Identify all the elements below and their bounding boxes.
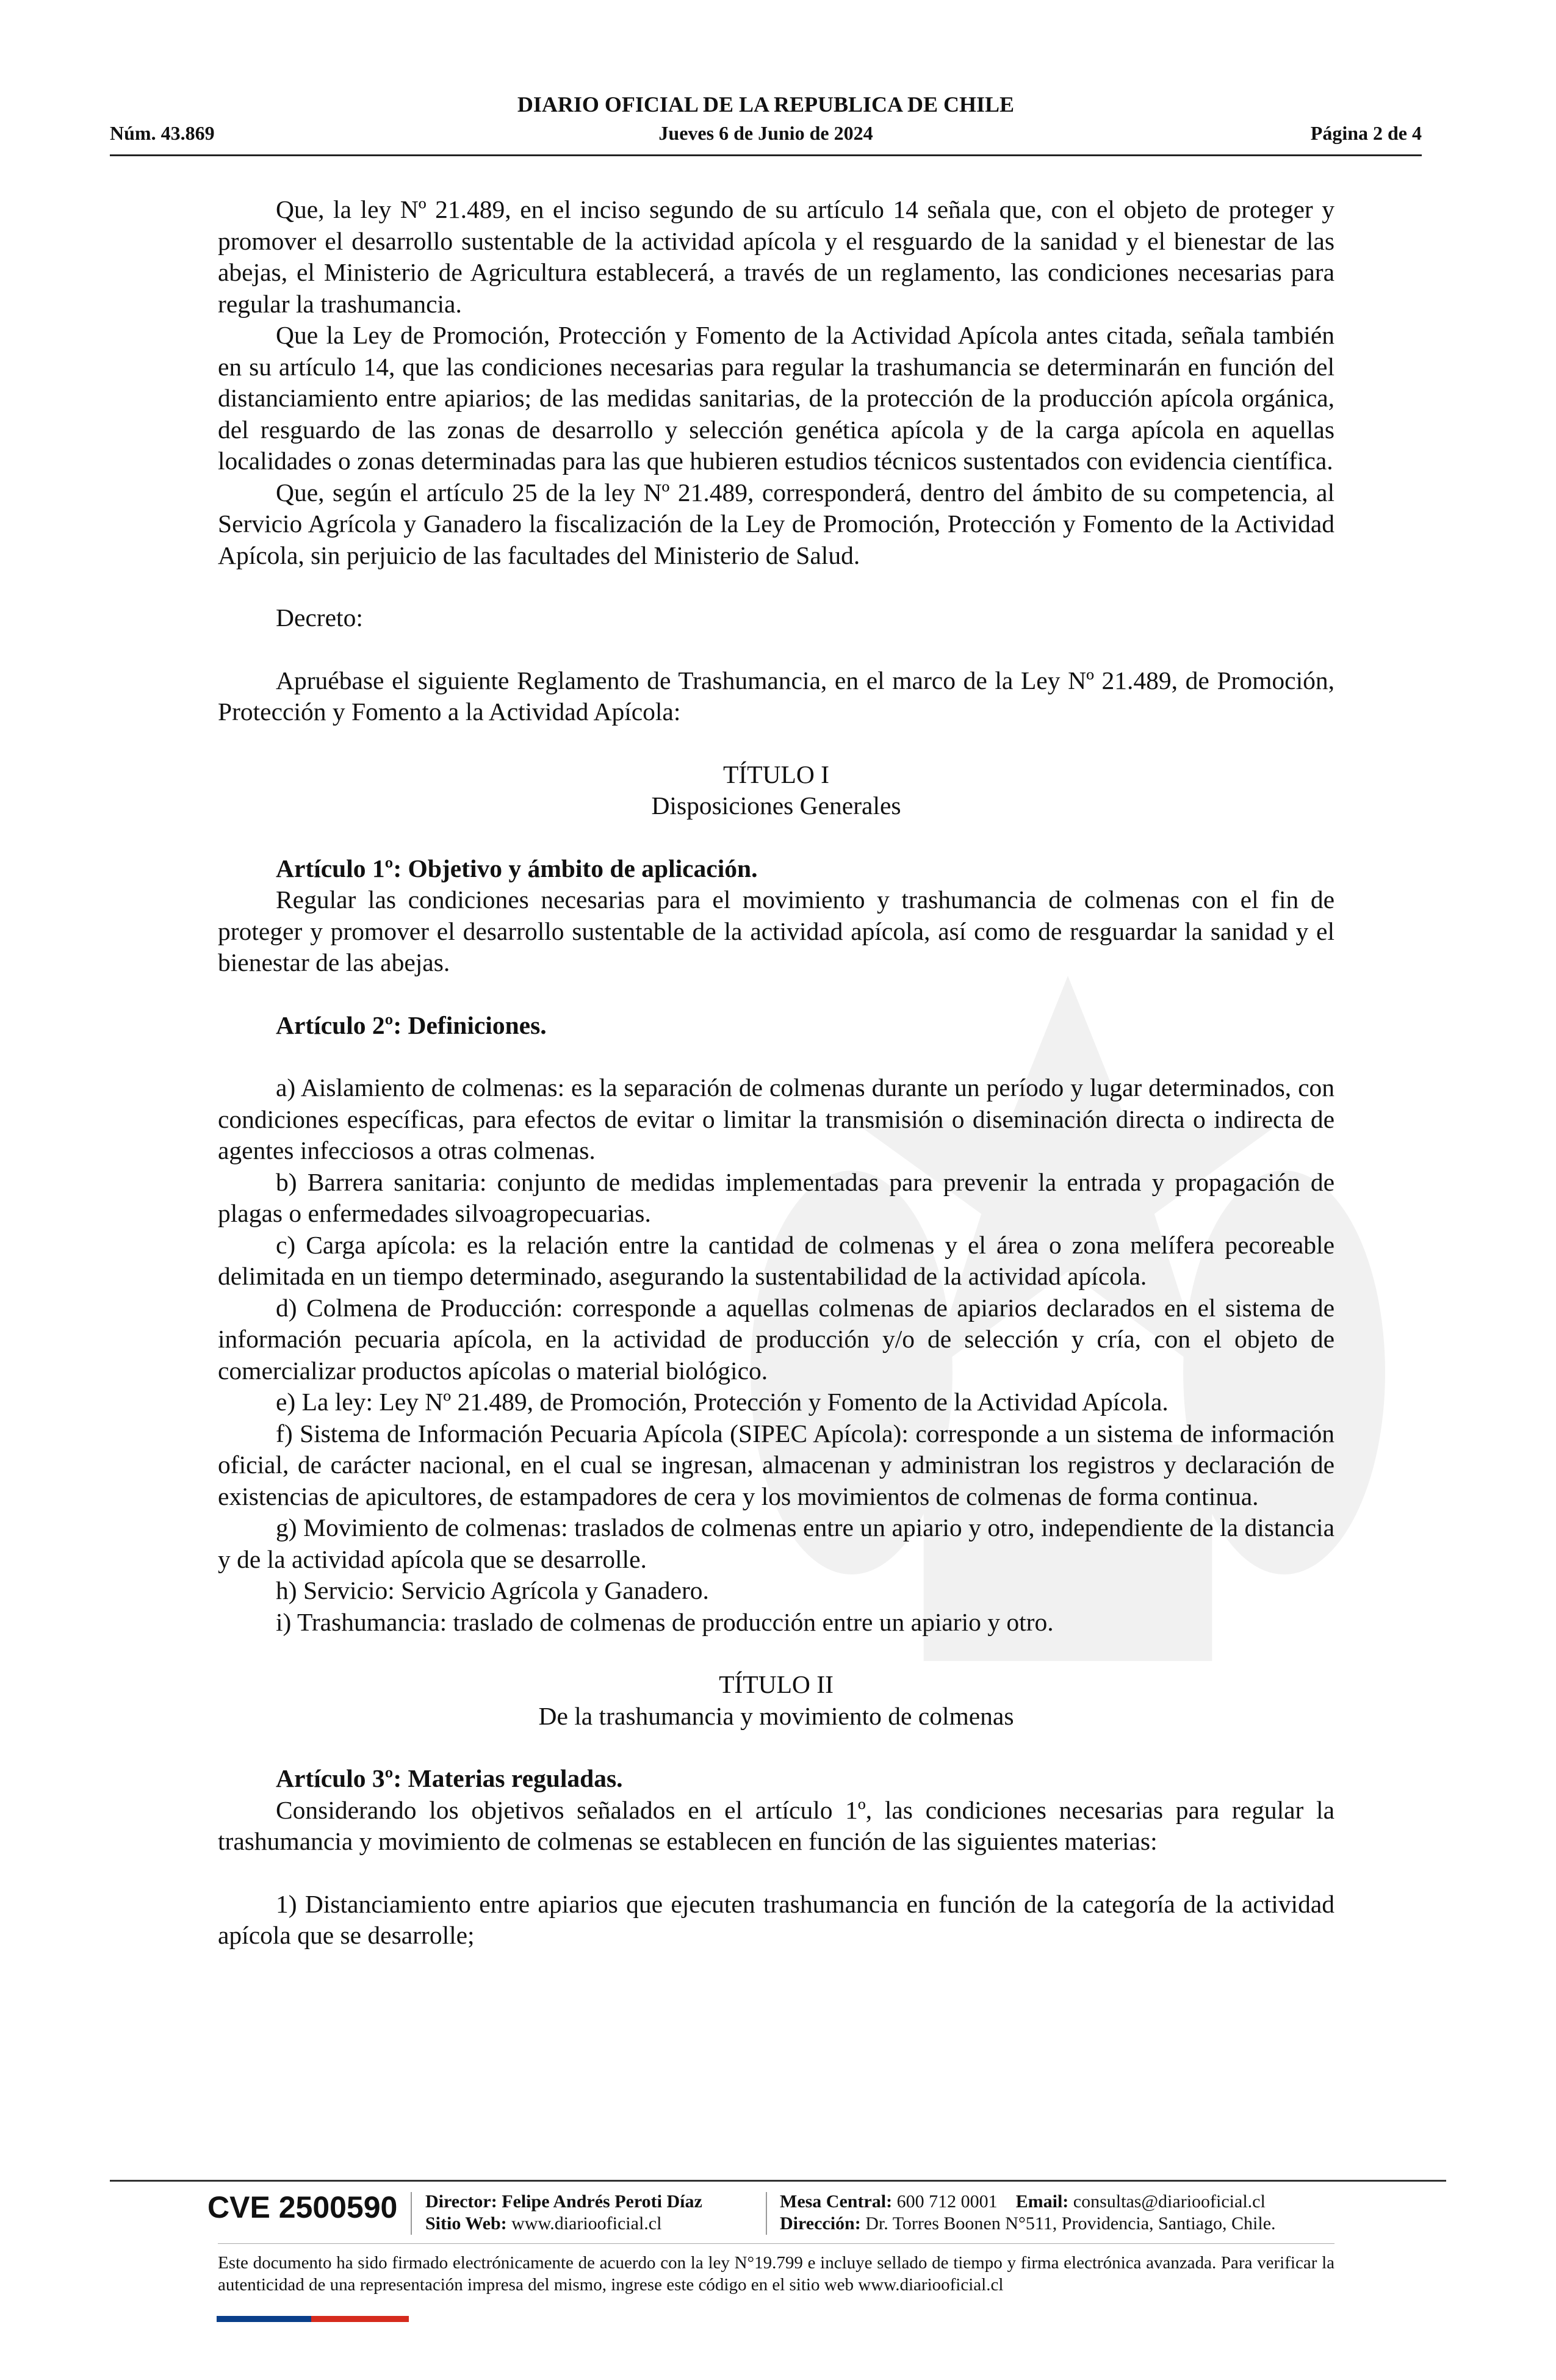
definition-item: e) La ley: Ley Nº 21.489, de Promoción, Protección y Fomento de la Actividad Apícola. (276, 1388, 1169, 1416)
titulo-heading: TÍTULO I (722, 760, 829, 788)
footer-separator (766, 2192, 767, 2235)
director-label: Director: (425, 2191, 497, 2212)
article-heading: Artículo 1º: Objetivo y ámbito de aplicación. (276, 854, 758, 882)
publication-title: DIARIO OFICIAL DE LA REPUBLICA DE CHILE (517, 92, 1015, 117)
web-label: Sitio Web: (425, 2213, 507, 2234)
web-link[interactable]: www.diariooficial.cl (511, 2213, 662, 2234)
document-body (218, 194, 1334, 1952)
signature-disclaimer: Este documento ha sido firmado electrónicamente de acuerdo con la ley N°19.799 e incluye sellado de tiempo y firma electrónica avanzada. Para verificar la autenticidad de una representación impresa del mismo, ingrese este código en el sitio web www.diariooficial.cl (218, 2253, 1334, 2295)
email-link[interactable]: consultas@diariooficial.cl (1073, 2191, 1266, 2212)
footer-contact-block (780, 2191, 1276, 2235)
approval-paragraph: Apruébase el siguiente Reglamento de Trashumancia, en el marco de la Ley Nº 21.489, de Promoción, Protección y Fomento a la Actividad Apícola: (218, 666, 1334, 726)
direccion-value: Dr. Torres Boonen N°511, Providencia, Santiago, Chile. (865, 2213, 1276, 2234)
footer-divider (110, 2180, 1446, 2182)
definition-item: i) Trashumancia: traslado de colmenas de producción entre un apiario y otro. (276, 1607, 1054, 1636)
definition-item: b) Barrera sanitaria: conjunto de medidas implementadas para prevenir la entrada y propagación de plagas o enfermedades silvoagropecuarias. (218, 1167, 1334, 1227)
direccion-label: Dirección: (780, 2213, 861, 2234)
email-label: Email: (1015, 2191, 1069, 2212)
mesa-phone: 600 712 0001 (896, 2191, 998, 2212)
issue-date: Jueves 6 de Junio de 2024 (658, 122, 873, 144)
issue-number: Núm. 43.869 (110, 122, 215, 144)
article-text: Considerando los objetivos señalados en el artículo 1º, las condiciones necesarias para regular la trashumancia y movimiento de colmenas se establecen en función de las siguientes materias: (218, 1795, 1334, 1855)
definition-item: c) Carga apícola: es la relación entre la cantidad de colmenas y el área o zona melífera pecoreable delimitada en un tiempo determinado, asegurando la sustentabilidad de la actividad apícola. (218, 1230, 1334, 1290)
footer-divider (218, 2243, 1334, 2244)
titulo-subheading: De la trashumancia y movimiento de colmenas (538, 1701, 1014, 1730)
flag-stripe-blue (217, 2316, 311, 2322)
footer-director-block (425, 2191, 702, 2235)
page-header (110, 92, 1422, 159)
considerando-paragraph: Que, según el artículo 25 de la ley Nº 21.489, corresponderá, dentro del ámbito de su competencia, al Servicio Agrícola y Ganadero la fiscalización de la Ley de Promoción, Protección y Fomento de la Actividad Apícola, sin perjuicio de las facultades del Ministerio de Salud. (218, 478, 1334, 569)
considerando-paragraph: Que la Ley de Promoción, Protección y Fomento de la Actividad Apícola antes citada, señala también en su artículo 14, que las condiciones necesarias para regular la trashumancia se determinarán en función del distanciamiento entre apiarios; de las medidas sanitarias, de la protección de la producción apícola orgánica, del resguardo de las zonas de desarrollo y selección genética apícola y de la carga apícola en aquellas localidades o zonas determinadas para las que hubieren estudios técnicos sustentados con evidencia científica. (218, 321, 1334, 475)
article-heading: Artículo 3º: Materias reguladas. (276, 1764, 623, 1792)
director-name: Felipe Andrés Peroti Díaz (502, 2191, 702, 2212)
definition-item: f) Sistema de Información Pecuaria Apícola (SIPEC Apícola): corresponde a un sistema de información oficial, de carácter nacional, en el cual se ingresan, almacenan y administran los registros y declaración de existencias de apicultores, de estampadores de cera y los movimientos de colmenas de forma continua. (218, 1419, 1334, 1510)
definition-item: g) Movimiento de colmenas: traslados de colmenas entre un apiario y otro, independiente de la distancia y de la actividad apícola que se desarrolle. (218, 1513, 1334, 1573)
decreto-label: Decreto: (276, 604, 363, 632)
page-indicator: Página 2 de 4 (1310, 122, 1422, 144)
mesa-label: Mesa Central: (780, 2191, 893, 2212)
list-item: 1) Distanciamiento entre apiarios que ejecuten trashumancia en función de la categoría de la actividad apícola que se desarrolle; (218, 1889, 1334, 1949)
definition-item: d) Colmena de Producción: corresponde a aquellas colmenas de apiarios declarados en el sistema de información pecuaria apícola, en la actividad de producción y/o de selección y cría, con el objeto de comercializar productos apícolas o material biológico. (218, 1293, 1334, 1385)
header-divider (110, 154, 1422, 156)
cve-code: CVE 2500590 (207, 2190, 398, 2224)
article-heading: Artículo 2º: Definiciones. (276, 1011, 547, 1039)
considerando-paragraph: Que, la ley Nº 21.489, en el inciso segundo de su artículo 14 señala que, con el objeto de proteger y promover el desarrollo sustentable de la actividad apícola y el resguardo de la sanidad y el bienestar de las abejas, el Ministerio de Agricultura establecerá, a través de un reglamento, las condiciones necesarias para regular la trashumancia. (218, 195, 1334, 318)
flag-stripe-red (311, 2316, 409, 2322)
titulo-subheading: Disposiciones Generales (651, 792, 901, 820)
definition-item: h) Servicio: Servicio Agrícola y Ganadero. (276, 1576, 709, 1604)
titulo-heading: TÍTULO II (719, 1670, 834, 1698)
footer-separator (411, 2192, 412, 2235)
article-text: Regular las condiciones necesarias para el movimiento y trashumancia de colmenas con el fin de proteger y promover el desarrollo sustentable de la actividad apícola, así como de resguardar la sanidad y el bienestar de las abejas. (218, 885, 1334, 976)
definition-item: a) Aislamiento de colmenas: es la separación de colmenas durante un período y lugar determinados, con condiciones específicas, para efectos de evitar o limitar la transmisión o diseminación directa o indirecta de agentes infecciosos a otras colmenas. (218, 1073, 1334, 1164)
